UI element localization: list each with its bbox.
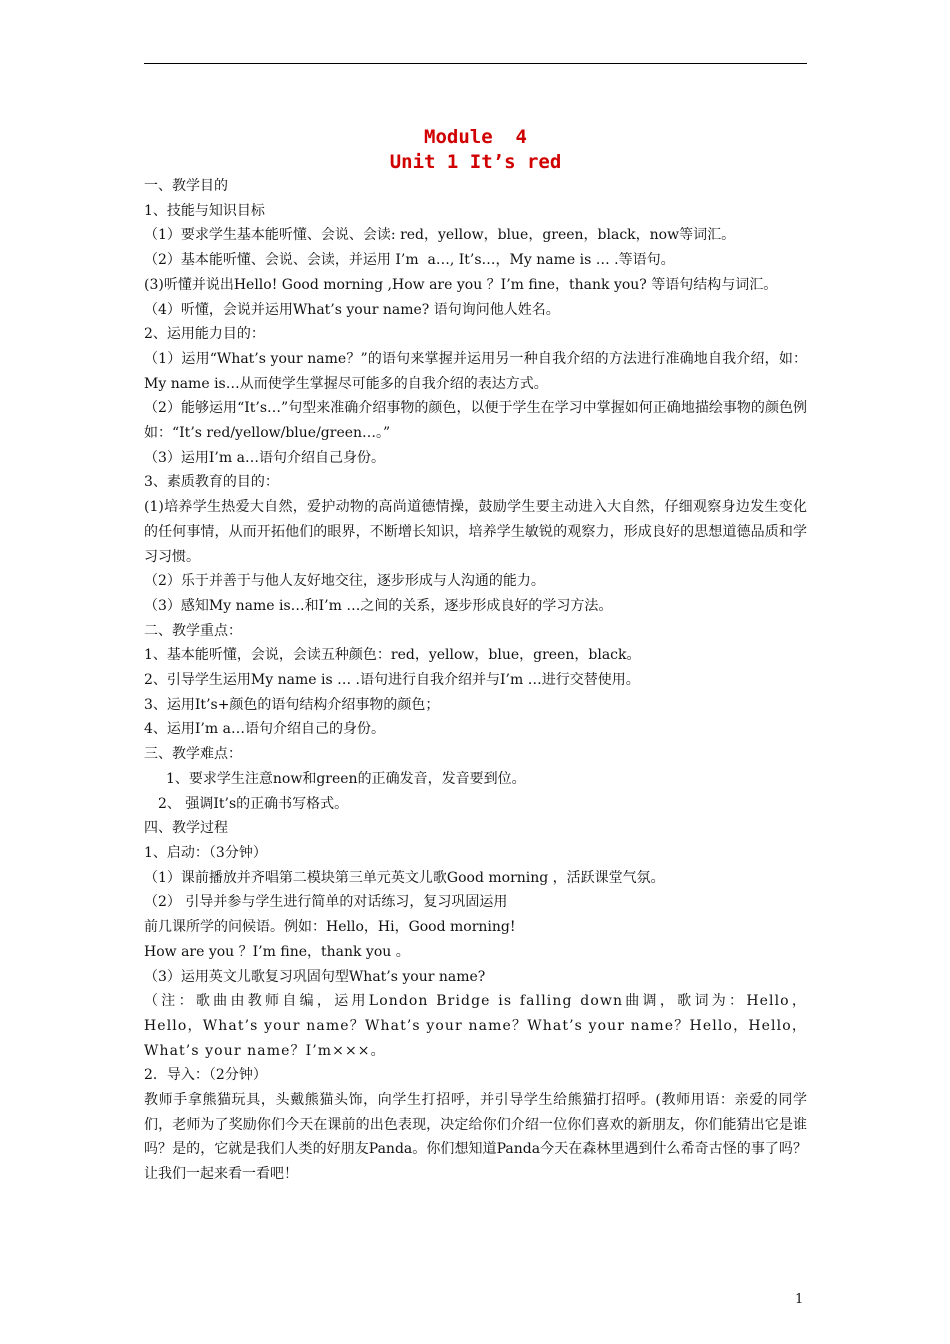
process-item: How are you ？I’m fine，thank you 。 <box>144 943 410 960</box>
ability-item: （3）运用I’m a…语句介绍自己身份。 <box>144 449 385 466</box>
ability-item: （2）能够运用“It’s…”句型来准确介绍事物的颜色，以便于学生在学习中掌握如何正确地描绘事物的颜色例如：“It’s red/yellow/blue/green…。” <box>144 400 807 442</box>
process-step-heading: 1、启动：（3分钟） <box>144 844 267 861</box>
key-point-item: 2、引导学生运用My name is … .语句进行自我介绍并与I’m …进行交替使用。 <box>144 672 640 689</box>
module-title: Module 4 <box>424 126 527 148</box>
song-note: （注：歌曲由教师自编，运用London Bridge is falling down曲调，歌词为：Hello，Hello，What’s your name？What’s your name？What’s your name？Hello，Hello，What’s your name？I’m×××。 <box>144 993 807 1059</box>
unit-title: Unit 1 It’s red <box>389 151 562 173</box>
process-item: 前几课所学的问候语。例如：Hello，Hi，Good morning! <box>144 919 516 936</box>
subheading-ability: 2、运用能力目的： <box>144 326 265 343</box>
section-heading-process: 四、教学过程 <box>144 820 228 837</box>
lesson-plan-body <box>144 174 807 1187</box>
objective-item: （4）听懂，会说并运用What’s your name? 语句询问他人姓名。 <box>144 301 560 318</box>
process-item: （3）运用英文儿歌复习巩固句型What’s your name? <box>144 968 486 985</box>
page-number: 1 <box>795 1292 804 1307</box>
section-heading-difficulties: 三、教学难点： <box>144 746 242 763</box>
section-heading-key-points: 二、教学重点： <box>144 622 242 639</box>
section-heading-objectives: 一、教学目的 <box>144 178 228 194</box>
key-point-item: 3、运用It’s+颜色的语句结构介绍事物的颜色； <box>144 696 440 713</box>
quality-item: (1)培养学生热爱大自然，爱护动物的高尚道德情操，鼓励学生要主动进入大自然，仔细观察身边发生变化的任何事情，从而开拓他们的眼界，不断增长知识，培养学生敏锐的观察力，形成良好的思想道德品质和学习习惯。 <box>144 499 807 565</box>
objective-item: (3)听懂并说出Hello! Good morning ,How are you ？I’m fine，thank you? 等语句结构与词汇。 <box>144 276 778 293</box>
process-item: （1）课前播放并齐唱第二模块第三单元英文儿歌Good morning ，活跃课堂气氛。 <box>144 869 665 886</box>
subheading-quality: 3、素质教育的目的： <box>144 474 279 491</box>
header-rule <box>144 63 807 64</box>
objective-item: （2）基本能听懂、会说、会读，并运用 I’m a…, It’s…，My name is … .等语句。 <box>144 252 675 269</box>
difficulty-item: 2、 强调It’s的正确书写格式。 <box>158 795 349 812</box>
subheading-skills: 1、技能与知识目标 <box>144 202 265 219</box>
objective-item: （1）要求学生基本能听懂、会说、会读: red，yellow，blue，green，black，now等词汇。 <box>144 227 736 244</box>
process-item: 教师手拿熊猫玩具，头戴熊猫头饰，向学生打招呼，并引导学生给熊猫打招呼。(教师用语：亲爱的同学们，老师为了奖励你们今天在课前的出色表现，决定给你们介绍一位你们喜欢的新朋友，你们能猜出它是谁吗？是的，它就是我们人类的好朋友Panda。你们想知道Panda今天在森林里遇到什么希奇古怪的事了吗？让我们一起来看一看吧！ <box>144 1092 807 1183</box>
key-point-item: 4、运用I’m a…语句介绍自己的身份。 <box>144 721 385 738</box>
ability-item: （1）运用“What’s your name？”的语句来掌握并运用另一种自我介绍的方法进行准确地自我介绍，如：My name is…从而使学生掌握尽可能多的自我介绍的表达方式。 <box>144 350 807 392</box>
quality-item: （3）感知My name is…和I’m …之间的关系，逐步形成良好的学习方法。 <box>144 597 613 614</box>
process-item: （2） 引导并参与学生进行简单的对话练习，复习巩固运用 <box>144 894 508 911</box>
process-step-heading: 2．导入：（2分钟） <box>144 1067 267 1084</box>
key-point-item: 1、基本能听懂，会说，会读五种颜色：red，yellow，blue，green，black。 <box>144 647 641 664</box>
difficulty-item: 1、要求学生注意now和green的正确发音，发音要到位。 <box>166 770 526 787</box>
quality-item: （2）乐于并善于与他人友好地交往，逐步形成与人沟通的能力。 <box>144 573 545 590</box>
